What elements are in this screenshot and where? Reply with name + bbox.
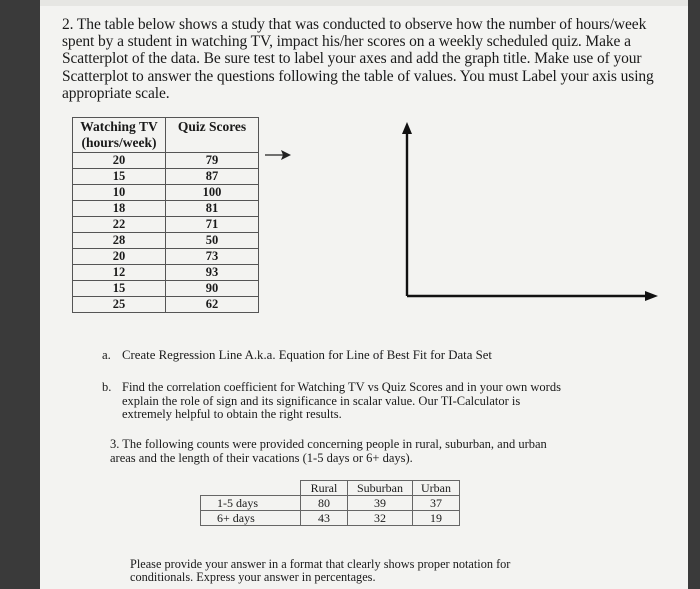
worksheet-page <box>40 0 688 589</box>
closing-note <box>130 558 610 584</box>
table-row <box>73 217 259 233</box>
table-row <box>73 265 259 281</box>
closing-note-line: conditionals. Express your answer in percentages. <box>130 570 376 584</box>
table-row <box>73 153 259 169</box>
header-urban: Urban <box>413 481 460 496</box>
table-row <box>201 496 460 511</box>
vacation-table <box>200 480 460 526</box>
header-watching-tv-line2: (hours/week) <box>81 135 157 150</box>
table-row <box>73 249 259 265</box>
quiz-cell: 100 <box>166 185 259 201</box>
part-b-line: Find the correlation coefficient for Watching TV vs Quiz Scores and in your own words <box>122 380 561 394</box>
quiz-cell: 90 <box>166 281 259 297</box>
problem-2-text <box>62 16 662 102</box>
table-row <box>73 201 259 217</box>
cursor-arrow-icon <box>265 147 295 163</box>
tv-cell: 28 <box>73 233 166 249</box>
x-axis-arrow-icon <box>645 291 658 301</box>
count-cell: 43 <box>301 511 348 526</box>
part-b-line: explain the role of sign and its significance in scalar value. Our TI-Calculator is <box>122 393 521 408</box>
part-a <box>102 348 492 362</box>
header-watching-tv <box>73 118 166 153</box>
tv-cell: 20 <box>73 249 166 265</box>
problem-2-line: spent by a student in watching TV, impact his/her scores on a weekly scheduled quiz. Make a <box>62 33 631 51</box>
table-row <box>201 511 460 526</box>
header-quiz-scores: Quiz Scores <box>166 118 259 153</box>
table-row <box>73 233 259 249</box>
quiz-cell: 81 <box>166 201 259 217</box>
y-axis-arrow-icon <box>402 122 412 134</box>
count-cell: 32 <box>348 511 413 526</box>
tv-cell: 15 <box>73 281 166 297</box>
header-watching-tv-line1: Watching TV <box>80 119 158 134</box>
table-row <box>201 481 460 496</box>
problem-3-text <box>110 438 590 465</box>
tv-quiz-table <box>72 117 259 313</box>
count-cell: 39 <box>348 496 413 511</box>
problem-3-line: 3. The following counts were provided concerning people in rural, suburban, and urban <box>110 437 547 451</box>
quiz-cell: 93 <box>166 265 259 281</box>
tv-cell: 15 <box>73 169 166 185</box>
quiz-cell: 79 <box>166 153 259 169</box>
tv-cell: 25 <box>73 297 166 313</box>
row-label: 6+ days <box>201 511 301 526</box>
tv-cell: 18 <box>73 201 166 217</box>
part-a-text: Create Regression Line A.k.a. Equation for Line of Best Fit for Data Set <box>122 348 492 362</box>
part-b-line: extremely helpful to obtain the right results. <box>122 407 342 421</box>
quiz-cell: 87 <box>166 169 259 185</box>
problem-2-line: Scatterplot to answer the questions following the table of values. You must Label your axis using <box>62 67 654 85</box>
quiz-cell: 50 <box>166 233 259 249</box>
row-label: 1-5 days <box>201 496 301 511</box>
quiz-cell: 62 <box>166 297 259 313</box>
part-b-label: b. <box>102 380 112 394</box>
tv-cell: 20 <box>73 153 166 169</box>
count-cell: 37 <box>413 496 460 511</box>
table-row <box>73 185 259 201</box>
tv-cell: 10 <box>73 185 166 201</box>
problem-3-line: areas and the length of their vacations (1-5 days or 6+ days). <box>110 450 413 465</box>
quiz-cell: 71 <box>166 217 259 233</box>
header-rural: Rural <box>301 481 348 496</box>
part-b <box>102 381 602 422</box>
tv-cell: 22 <box>73 217 166 233</box>
problem-2-line: appropriate scale. <box>62 84 170 102</box>
count-cell: 19 <box>413 511 460 526</box>
count-cell: 80 <box>301 496 348 511</box>
corner-cell <box>201 481 301 496</box>
problem-2-line: Scatterplot of the data. Be sure test to label your axes and add the graph title. Make use of your <box>62 50 642 68</box>
table-row <box>73 169 259 185</box>
table-row <box>73 297 259 313</box>
table-row <box>73 281 259 297</box>
header-suburban: Suburban <box>348 481 413 496</box>
tv-cell: 12 <box>73 265 166 281</box>
blank-axes <box>395 120 665 310</box>
closing-note-line: Please provide your answer in a format that clearly shows proper notation for <box>130 557 511 571</box>
problem-2-line: 2. The table below shows a study that was conducted to observe how the number of hours/week <box>62 16 647 33</box>
quiz-cell: 73 <box>166 249 259 265</box>
part-a-label: a. <box>102 348 111 362</box>
